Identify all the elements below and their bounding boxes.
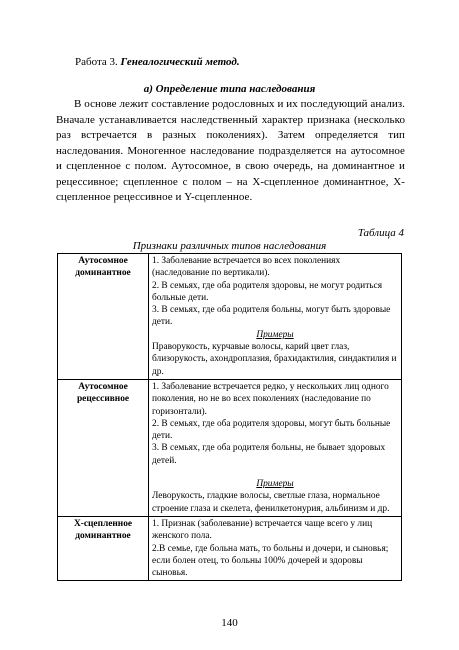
inheritance-type-cell: Аутосомное доминантное: [58, 254, 149, 380]
table-caption: Признаки различных типов наследования: [132, 240, 327, 252]
spacer: [152, 467, 398, 478]
feature-item: 2.В семье, где больна мать, то больны и дочери, и сыновья; если болен отец, то больны 100% дочерей и здоровы сыновья.: [152, 543, 389, 579]
inheritance-type-cell: X-сцепленное доминантное: [58, 516, 149, 580]
page-number: 140: [221, 617, 238, 629]
examples-label: Примеры: [256, 329, 294, 340]
work-title: Генеалогический метод.: [120, 56, 240, 68]
feature-item: 1. Признак (заболевание) встречается чаще всего у лиц женского пола.: [152, 518, 373, 542]
feature-item: 3. В семьях, где оба родителя больны, могут быть здоровые дети.: [152, 305, 391, 328]
features-cell: [149, 516, 402, 580]
section-title: а) Определение типа наследования: [143, 83, 316, 95]
examples-text: Леворукость, гладкие волосы, светлые глаза, нормальное строение глаза и скелета, фенилкетонурия, альбинизм и др.: [152, 491, 390, 514]
features-cell: [149, 254, 402, 380]
table-row: [58, 254, 402, 380]
intro-paragraph: В основе лежит составление родословных и их последующий анализ. Вначале устанавливается наследственный характер признака (несколько раз встречается в разных поколениях). Затем определяется тип наследования. Моногенное наследование подразделяется на аутосомное и сцепленное с полом. Аутосомное, в свою очередь, на доминантное и рецессивное; сцепленное с полом – на X-сцепленное доминантное, X-сцепленное рецессивное и Y-сцепленное.: [56, 98, 405, 203]
feature-item: 2. В семьях, где оба родителя здоровы, не могут родиться больные дети.: [152, 280, 383, 303]
table-row: [58, 516, 402, 580]
examples-label: Примеры: [256, 479, 294, 490]
examples-text: Праворукость, курчавые волосы, карий цвет глаз, близорукость, ахондроплазия, брахидактилия, синдактилия и др.: [152, 342, 397, 377]
work-number: Работа 3.: [75, 56, 118, 68]
work-heading: [75, 56, 240, 68]
feature-item: 1. Заболевание встречается редко, у нескольких лиц одного поколения, но не во всех поколениях (наследование по горизонтали).: [152, 381, 389, 417]
table-number: Таблица 4: [357, 227, 404, 239]
features-cell: [149, 379, 402, 516]
inheritance-table: [57, 253, 402, 581]
table-row: [58, 379, 402, 516]
feature-item: 1. Заболевание встречается во всех поколениях (наследование по вертикали).: [152, 256, 341, 279]
feature-item: 2. В семьях, где оба родителя здоровы, могут быть больные дети.: [152, 418, 391, 442]
feature-item: 3. В семьях, где оба родителя больны, не бывает здоровых детей.: [152, 443, 386, 466]
inheritance-type-cell: Аутосомное рецессивное: [58, 379, 149, 516]
